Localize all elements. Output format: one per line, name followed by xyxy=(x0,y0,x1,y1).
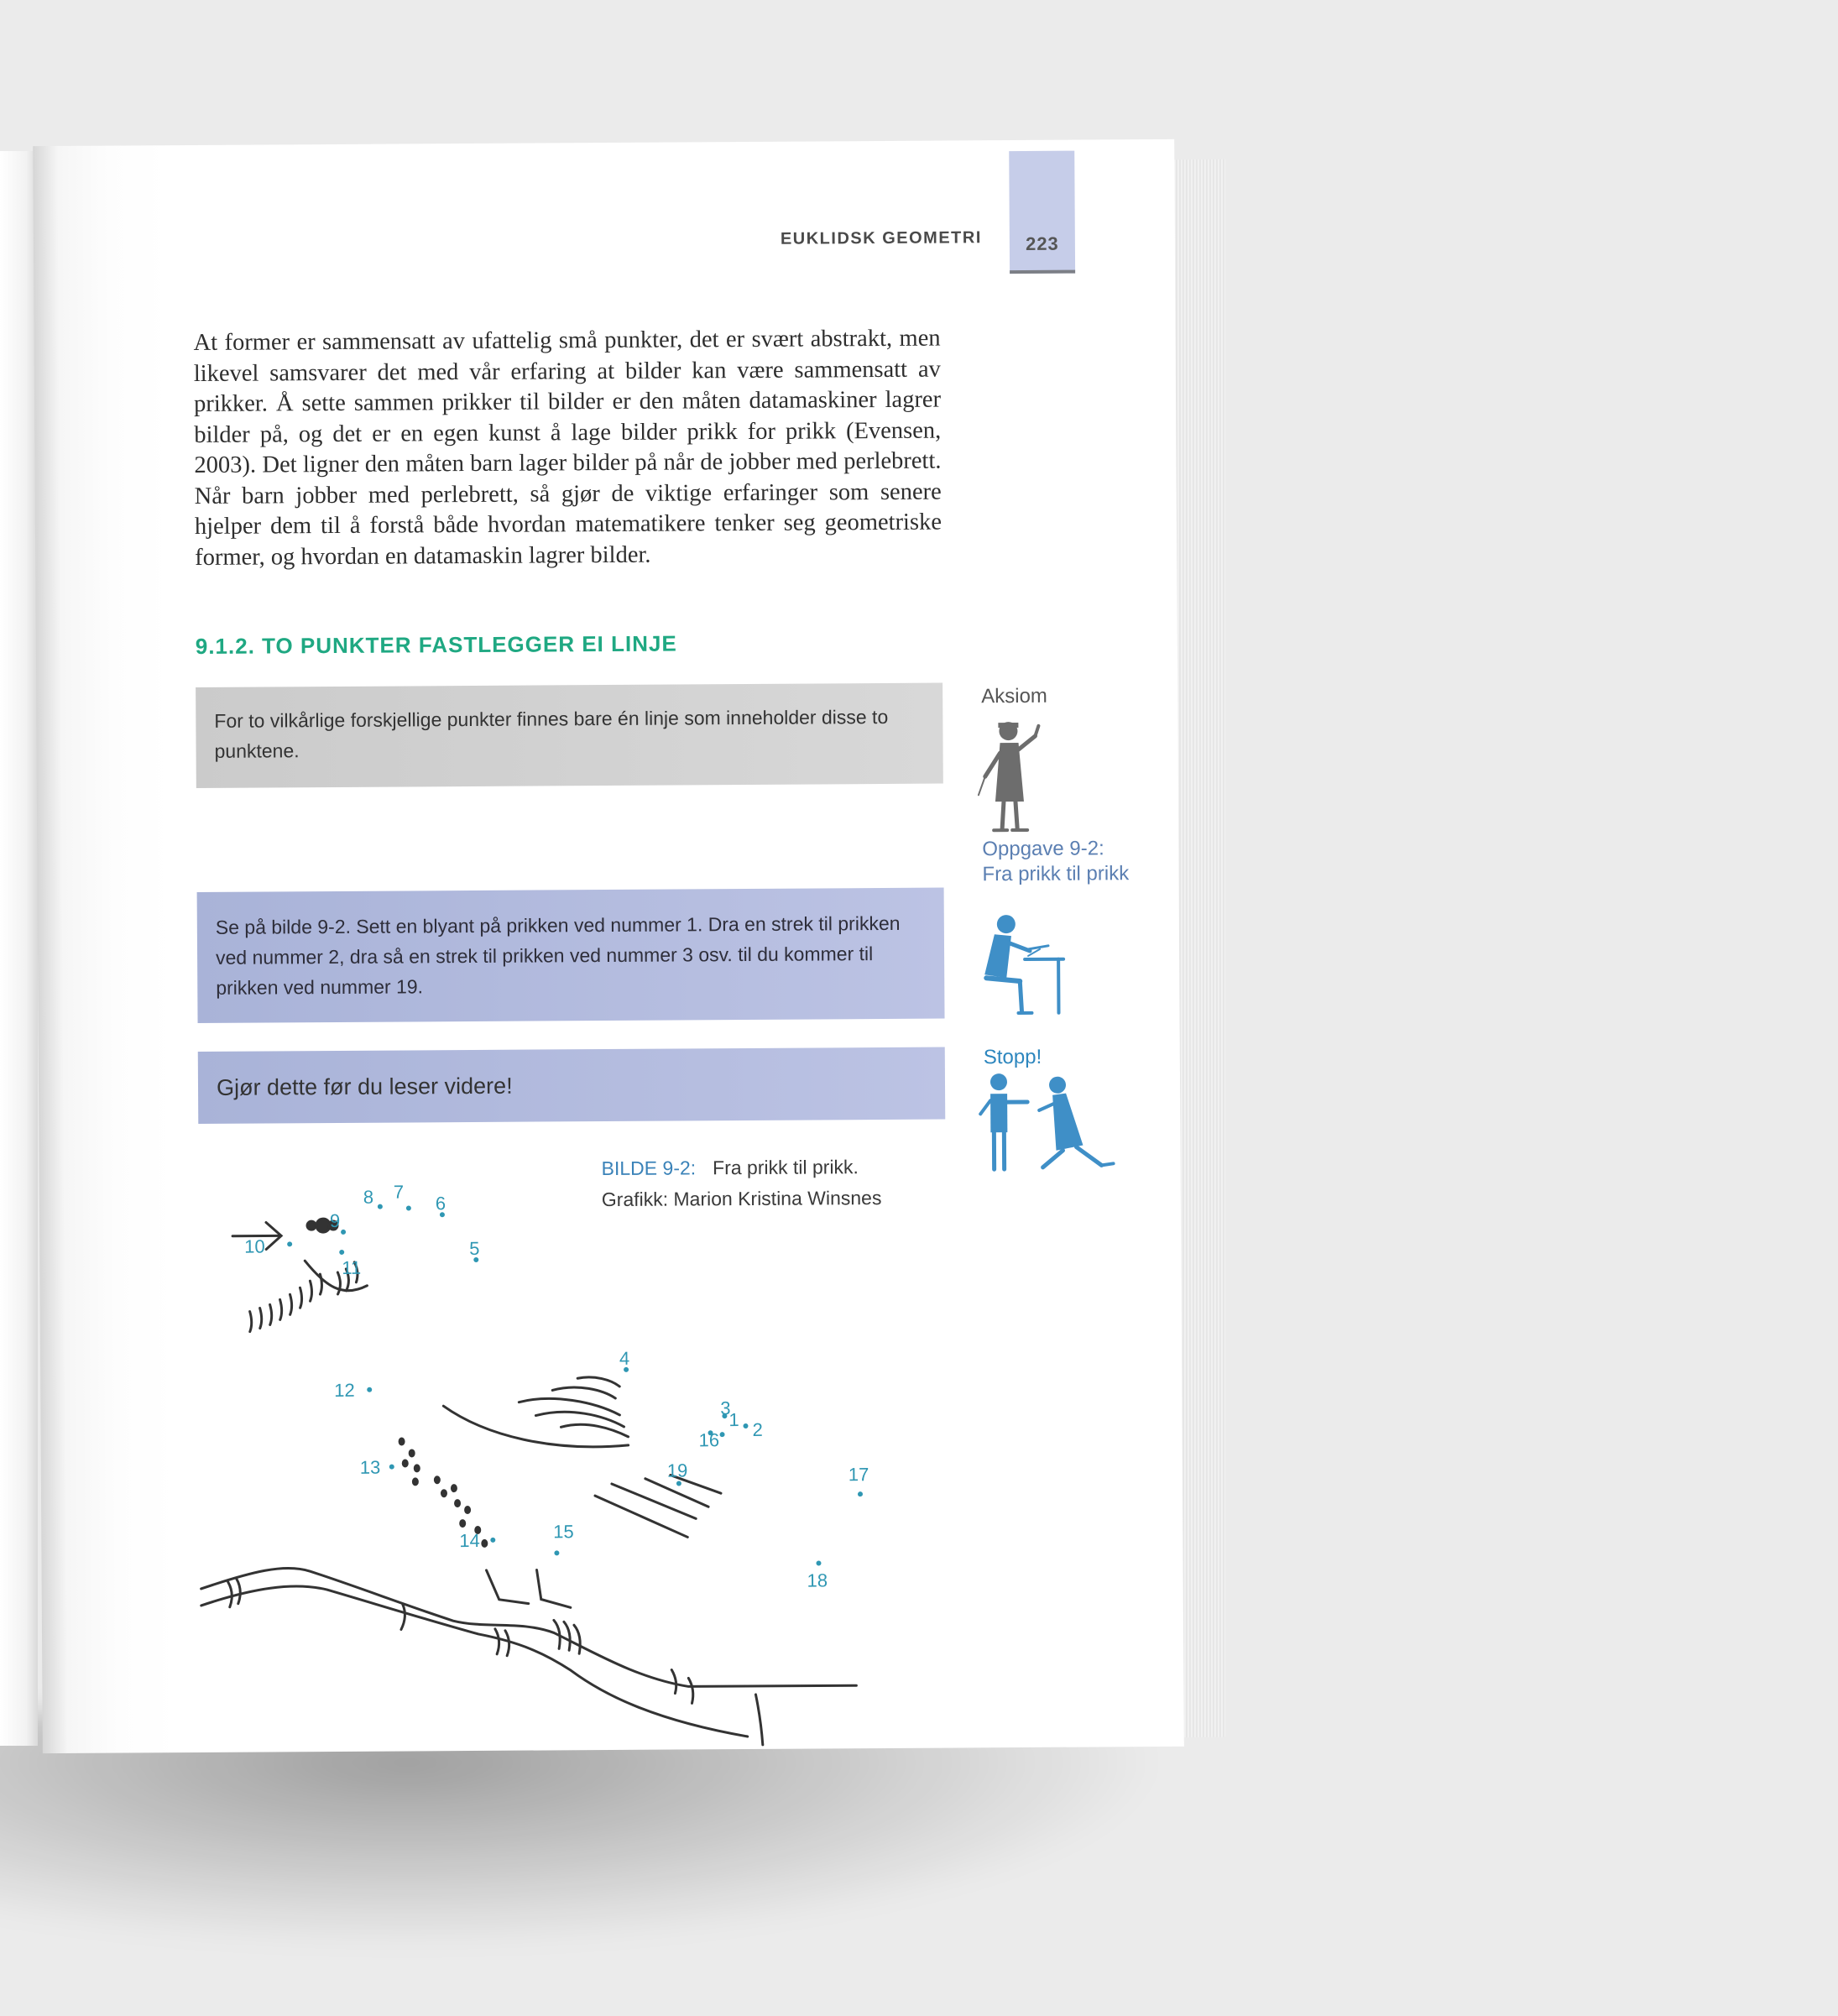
caption-credit: Grafikk: Marion Kristina Winsnes xyxy=(601,1187,882,1211)
dot-label-3: 3 xyxy=(720,1397,731,1419)
dot-label-5: 5 xyxy=(469,1237,480,1260)
left-page-edge xyxy=(0,151,38,1746)
task-text: Se på bilde 9-2. Sett en blyant på prikken ved nummer 1. Dra en strek til prikken ved nummer 2, dra så en strek til prikken ved nummer 3 osv. til du kommer til prikken ved nummer 19. xyxy=(215,911,901,999)
stop-text: Gjør dette før du leser videre! xyxy=(216,1073,513,1100)
body-paragraph: At former er sammensatt av ufattelig små punkter, det er svært abstrakt, men likevel samsvarer det med vår erfaring at bilder kan være sammensatt av prikker. Å sette sammen prikker til bilder er den måten datamaskiner lagrer bilder på, og det er en egen kunst å lage bilder prikk for prikk (Evensen, 2003). Det ligner den måten barn lager bilder på når de jobber med perlebrett. Når barn jobber med perlebrett, så gjør de viktige erfaringer som senere hjelper dem til å forstå både hvordan matematikere tenker seg geometriske former, og hvordan en datamaskin lagrer bilder. xyxy=(193,325,942,571)
dot-label-6: 6 xyxy=(435,1193,446,1214)
dot-label-18: 18 xyxy=(807,1569,828,1591)
dot-label-7: 7 xyxy=(393,1181,405,1203)
dot-label-9: 9 xyxy=(329,1209,341,1232)
dot-label-13: 13 xyxy=(359,1456,381,1478)
dot-label-19: 19 xyxy=(666,1460,688,1481)
dot-label-1: 1 xyxy=(728,1409,739,1431)
task-figure-icon xyxy=(978,912,1071,1022)
dot-label-14: 14 xyxy=(459,1529,480,1552)
caption-label: BILDE 9-2: xyxy=(601,1157,697,1180)
dot-label-17: 17 xyxy=(848,1464,869,1486)
axiom-figure-icon xyxy=(976,718,1052,836)
dot-label-10: 10 xyxy=(244,1235,265,1257)
axiom-box xyxy=(196,683,943,788)
page-number: 223 xyxy=(1025,232,1059,254)
book-page xyxy=(33,139,1184,1753)
caption-title: Fra prikk til prikk. xyxy=(713,1156,859,1179)
stop-label: Stopp! xyxy=(983,1045,1042,1069)
dot-label-12: 12 xyxy=(334,1379,355,1402)
dot-label-11: 11 xyxy=(342,1256,362,1278)
page-number-tab xyxy=(1009,151,1075,274)
dot-label-4: 4 xyxy=(619,1347,630,1369)
dot-label-2: 2 xyxy=(752,1418,763,1440)
task-box xyxy=(197,888,945,1023)
running-head: EUKLIDSK GEOMETRI xyxy=(780,228,982,248)
stop-box xyxy=(198,1047,946,1124)
axiom-text: For to vilkårlige forskjellige punkter finnes bare én linje som inneholder disse to punktene. xyxy=(214,705,889,762)
dot-to-dot-bird-illustration xyxy=(198,1148,869,1740)
dot-label-8: 8 xyxy=(363,1186,374,1208)
section-heading: 9.1.2. TO PUNKTER FASTLEGGER EI LINJE xyxy=(195,630,677,659)
dot-label-15: 15 xyxy=(553,1521,574,1543)
axiom-label: Aksiom xyxy=(981,684,1047,708)
dot-label-16: 16 xyxy=(698,1429,720,1451)
task-label: Oppgave 9-2: Fra prikk til prikk xyxy=(982,837,1130,886)
stop-figure-icon xyxy=(975,1069,1119,1179)
